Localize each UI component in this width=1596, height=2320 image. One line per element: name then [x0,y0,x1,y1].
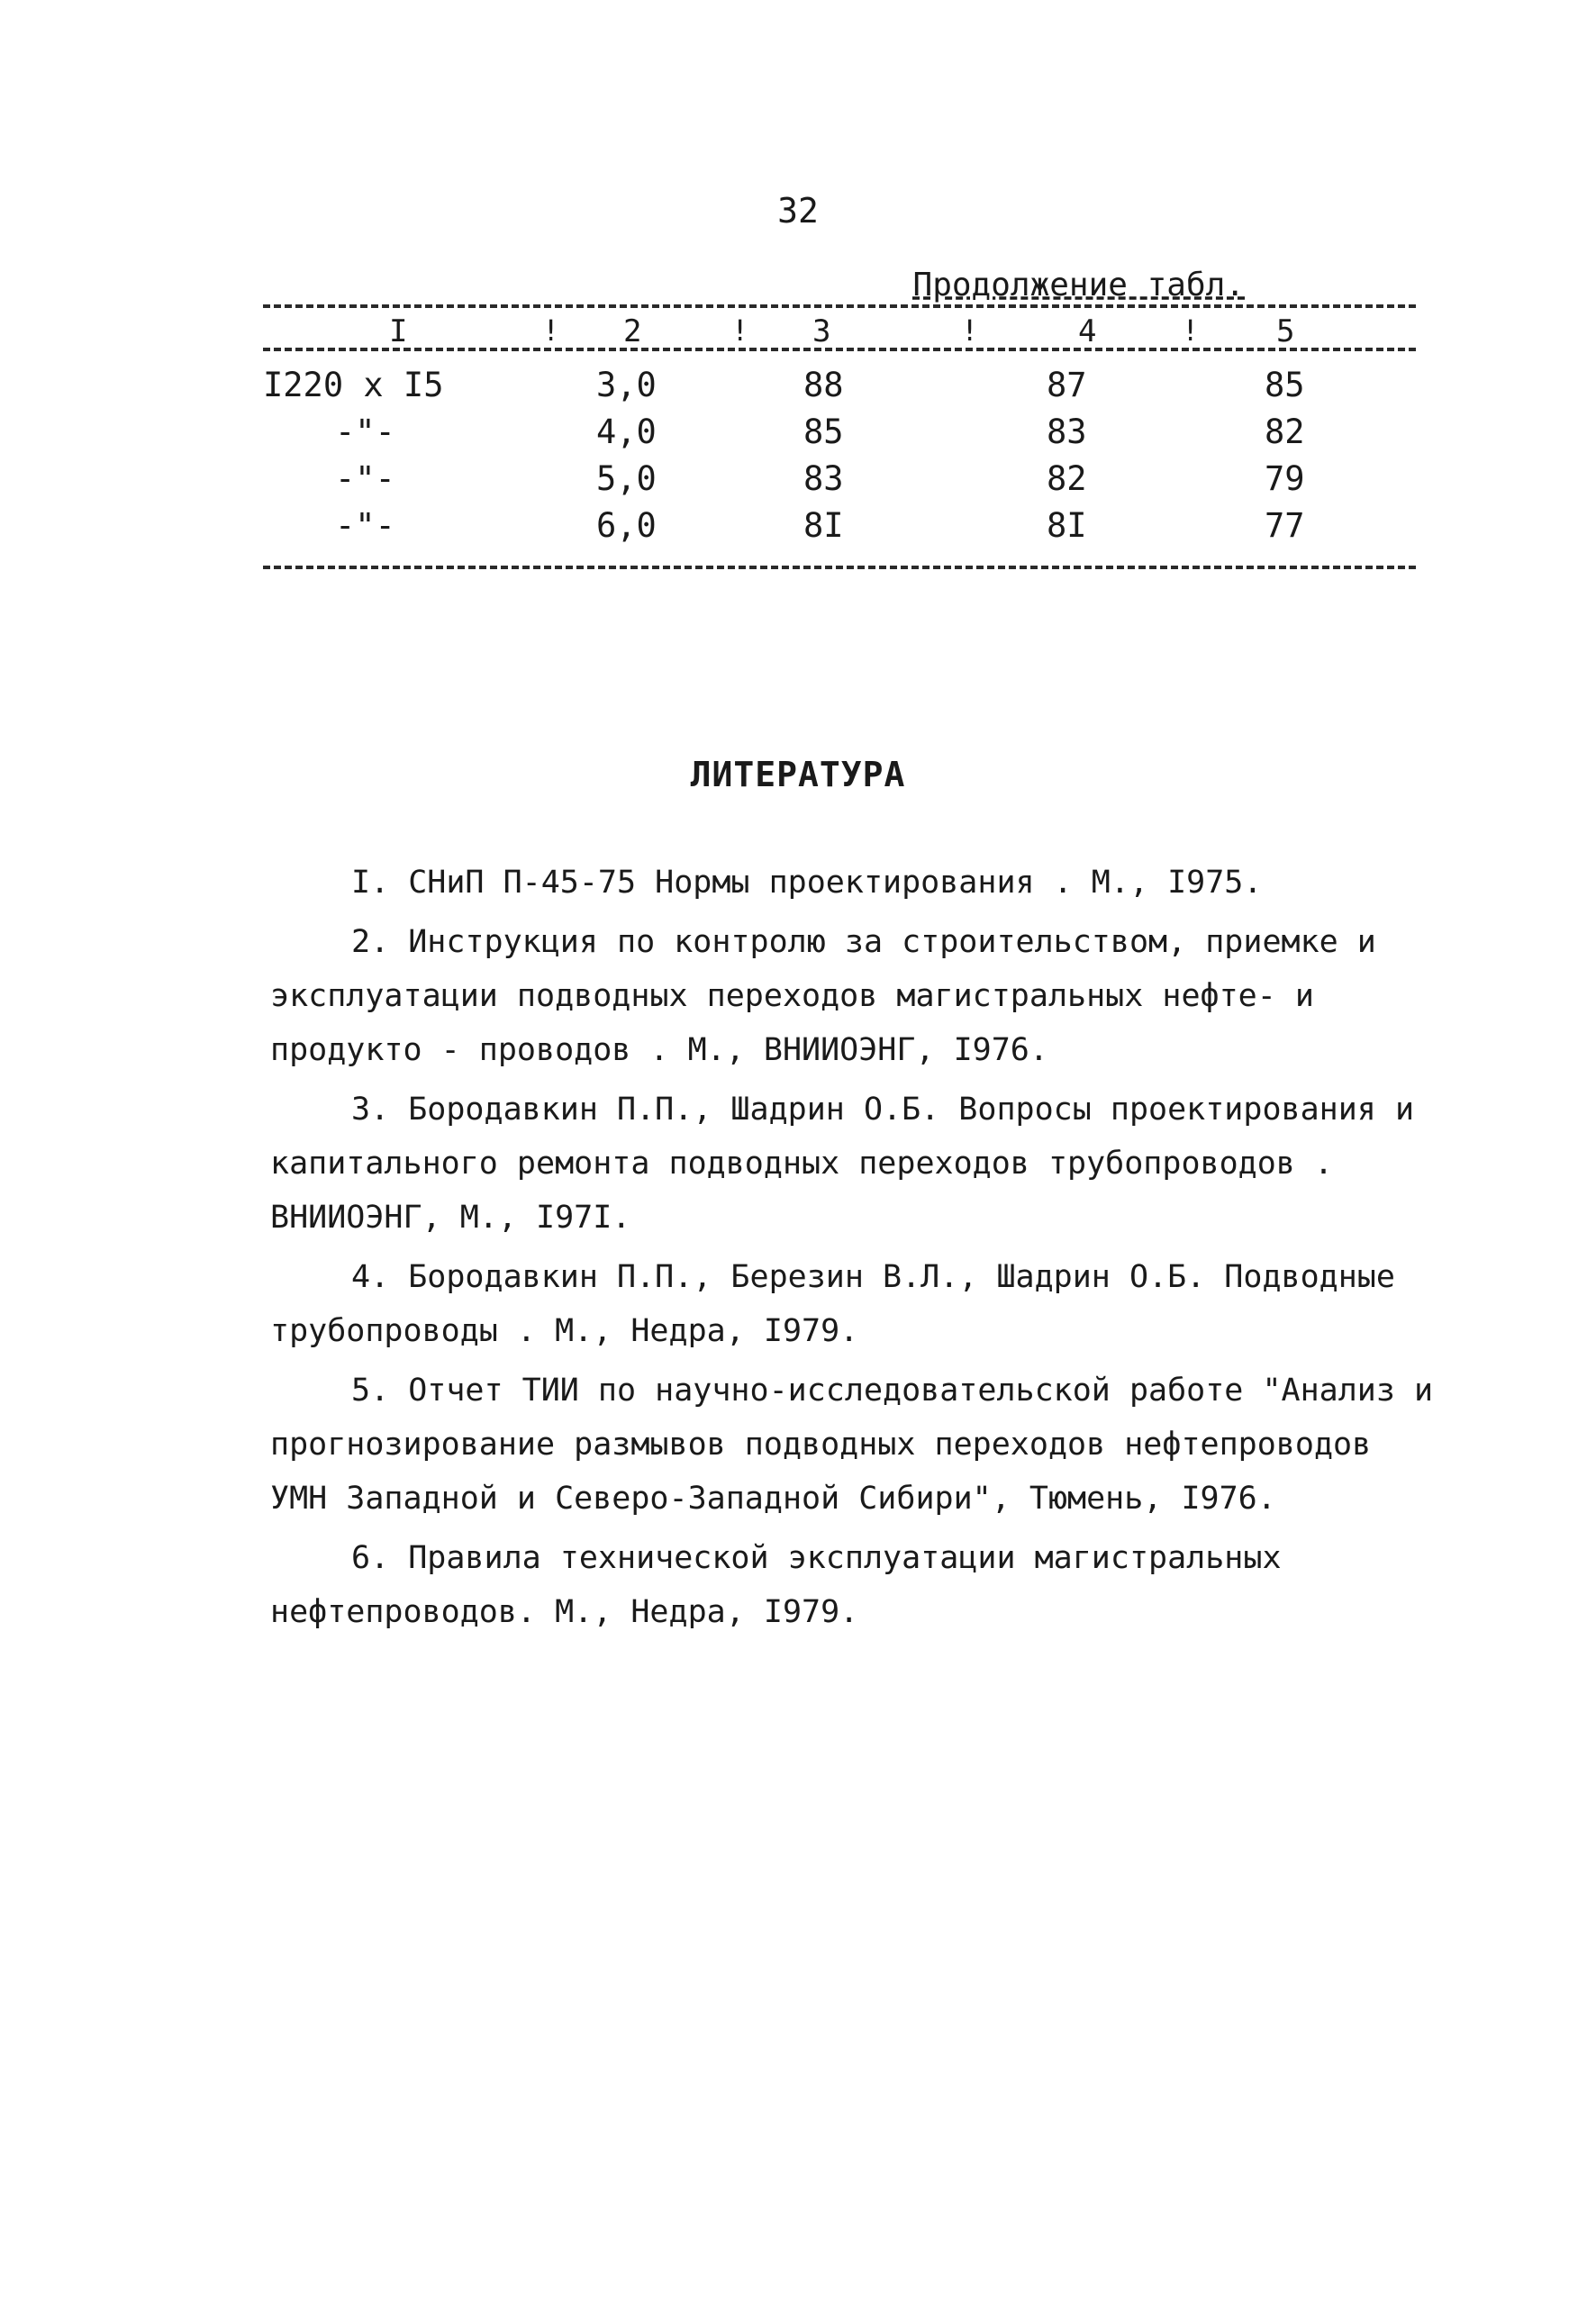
reference-item: 3. Бородавкин П.П., Шадрин О.Б. Вопросы проектирования и капитального ремонта подводных переходов трубопроводов . ВНИИОЭНГ, М., I97I. [270,1092,1415,1236]
column-separator: ! [731,313,749,348]
table-cell: -"- [335,412,395,451]
table-cell: 85 [1265,366,1305,404]
page-number: 32 [777,191,819,231]
table-row [263,506,1416,553]
reference-item: I. СНиП П-45-75 Нормы проектирования . М., I975. [351,865,1263,901]
column-separator: ! [1182,313,1200,348]
reference-item: 5. Отчет ТИИ по научно-исследовательской работе "Анализ и прогнозирование размывов подводных переходов нефтепроводов УМН Западной и Северо-Западной Сибири", Тюмень, I976. [270,1373,1434,1517]
table-cell: -"- [335,506,395,545]
column-separator: ! [961,313,979,348]
column-separator: ! [542,313,560,348]
table-cell: -"- [335,459,395,498]
reference-item: 4. Бородавкин П.П., Березин В.Л., Шадрин О.Б. Подводные трубопроводы . М., Недра, I979. [270,1259,1395,1349]
table-cell: 3,0 [596,366,657,404]
table-cell: 82 [1047,459,1087,498]
table-cell: 88 [803,366,844,404]
reference-item: 2. Инструкция по контролю за строительством, приемке и эксплуатации подводных переходов магистральных нефте- и продукто - проводов . М., ВНИИОЭНГ, I976. [270,924,1376,1068]
table-bottom-rule [263,566,1416,569]
table-cell: 83 [1047,412,1087,451]
table-cell: I220 x I5 [263,366,444,404]
column-header: 3 [812,313,831,349]
table-cell: 8I [803,506,844,545]
column-header: I [389,313,408,349]
table-top-rule [263,304,1416,308]
table-cell: 79 [1265,459,1305,498]
continued-table [263,261,1416,569]
table-cell: 85 [803,412,844,451]
column-header: 5 [1276,313,1295,349]
table-cell: 82 [1265,412,1305,451]
table-row [263,459,1416,506]
table-cell: 83 [803,459,844,498]
table-cell: 6,0 [596,506,657,545]
table-cell: 5,0 [596,459,657,498]
reference-list [270,856,1441,1645]
column-header: 4 [1078,313,1097,349]
reference-item: 6. Правила технической эксплуатации магистральных нефтепроводов. М., Недра, I979. [270,1540,1282,1630]
table-cell: 77 [1265,506,1305,545]
table-cell: 4,0 [596,412,657,451]
column-header: 2 [623,313,642,349]
table-row [263,366,1416,412]
table-row [263,412,1416,459]
table-cell: 87 [1047,366,1087,404]
table-header-row [263,313,1416,353]
table-continued-label: Продолжение табл. [912,267,1245,304]
literature-title: ЛИТЕРАТУРА [690,755,906,794]
table-cell: 8I [1047,506,1087,545]
table-caption-row [263,261,1416,304]
